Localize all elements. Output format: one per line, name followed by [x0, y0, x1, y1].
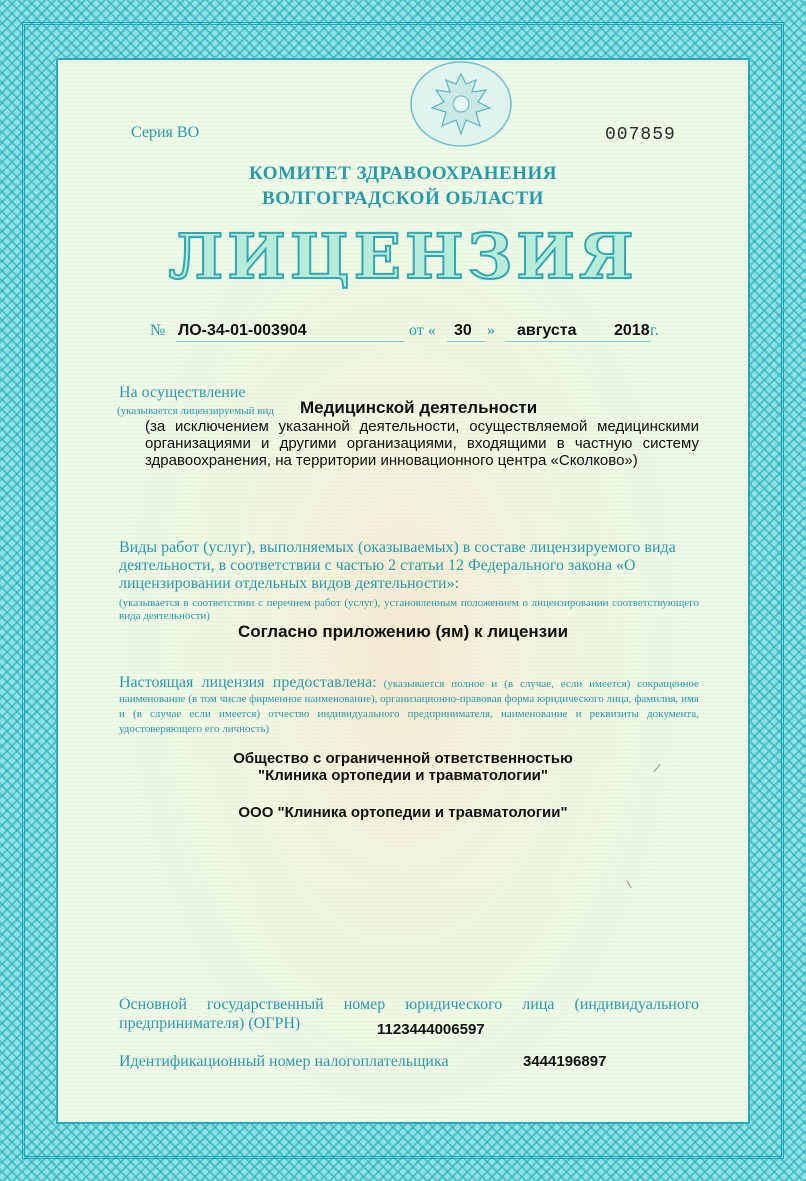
licensee-note: (указывается полное и (в случае, если имеется) сокращенное наименование (в том числе фирменное наименование), организационно-правовая форма юридического лица, фамилия, имя и (в случае если имеется) отчество индивидуального предпринимателя, наименование и реквизиты документа, удостоверяющего его личность) [119, 678, 700, 735]
license-number-label: № [150, 322, 166, 339]
licensee-full-name-line-1: Общество с ограниченной ответственностью [233, 750, 573, 767]
serial-number: 007859 [605, 125, 676, 145]
activity-note: (указывается лицензируемый вид [117, 405, 274, 417]
ogrn-value: 1123444006597 [377, 1021, 485, 1038]
licensee-full-name [0, 750, 806, 784]
license-day: 30 [454, 322, 472, 339]
licensee-caption-block [119, 675, 699, 737]
activity-detail: (за исключением указанной деятельности, осуществляемой медицинскими организациями и другими организациями, входящими в частную систему здравоохранения, на территории инновационного центра «Сколково») [145, 418, 699, 469]
number-underline [176, 341, 404, 342]
date-close-quote: » [487, 322, 495, 339]
activity-title: Медицинской деятельности [300, 398, 538, 417]
day-underline [447, 341, 485, 342]
document-title: ЛИЦЕНЗИЯ [168, 220, 638, 293]
inn-value: 3444196897 [523, 1053, 607, 1070]
licensee-short-name: ООО "Клиника ортопедии и травматологии" [238, 804, 568, 821]
inn-caption: Идентификационный номер налогоплательщика [119, 1053, 449, 1070]
licensee-caption: Настоящая лицензия предоставлена: [119, 674, 377, 691]
series-label: Серия ВО [131, 124, 200, 141]
date-underline [505, 341, 650, 342]
year-suffix: г. [650, 322, 659, 339]
issuer-name-line-2: ВОЛГОГРАДСКОЙ ОБЛАСТИ [262, 188, 544, 209]
date-from-label: от « [409, 322, 436, 339]
licensee-full-name-line-2: "Клиника ортопедии и травматологии" [257, 767, 549, 784]
license-month: августа [517, 322, 577, 339]
coat-of-arms-icon [406, 60, 516, 152]
activity-caption: На осуществление [119, 384, 246, 401]
license-year: 2018 [614, 322, 650, 339]
works-value: Согласно приложению (ям) к лицензии [237, 622, 569, 641]
ogrn-caption: Основной государственный номер юридического лица (индивидуального предпринимателя) (ОГРН) [119, 996, 699, 1032]
works-note: (указывается в соответствии с перечнем работ (услуг), установленным положением о лицензировании соответствующего вида деятельности) [119, 597, 699, 622]
license-number: ЛО-34-01-003904 [178, 322, 307, 339]
works-caption: Виды работ (услуг), выполняемых (оказываемых) в составе лицензируемого вида деятельности, в соответствии с частью 2 статьи 12 Федерального закона «О лицензировании отдельных видов деятельности»: [119, 539, 676, 592]
issuer-name-line-1: КОМИТЕТ ЗДРАВООХРАНЕНИЯ [249, 163, 557, 184]
